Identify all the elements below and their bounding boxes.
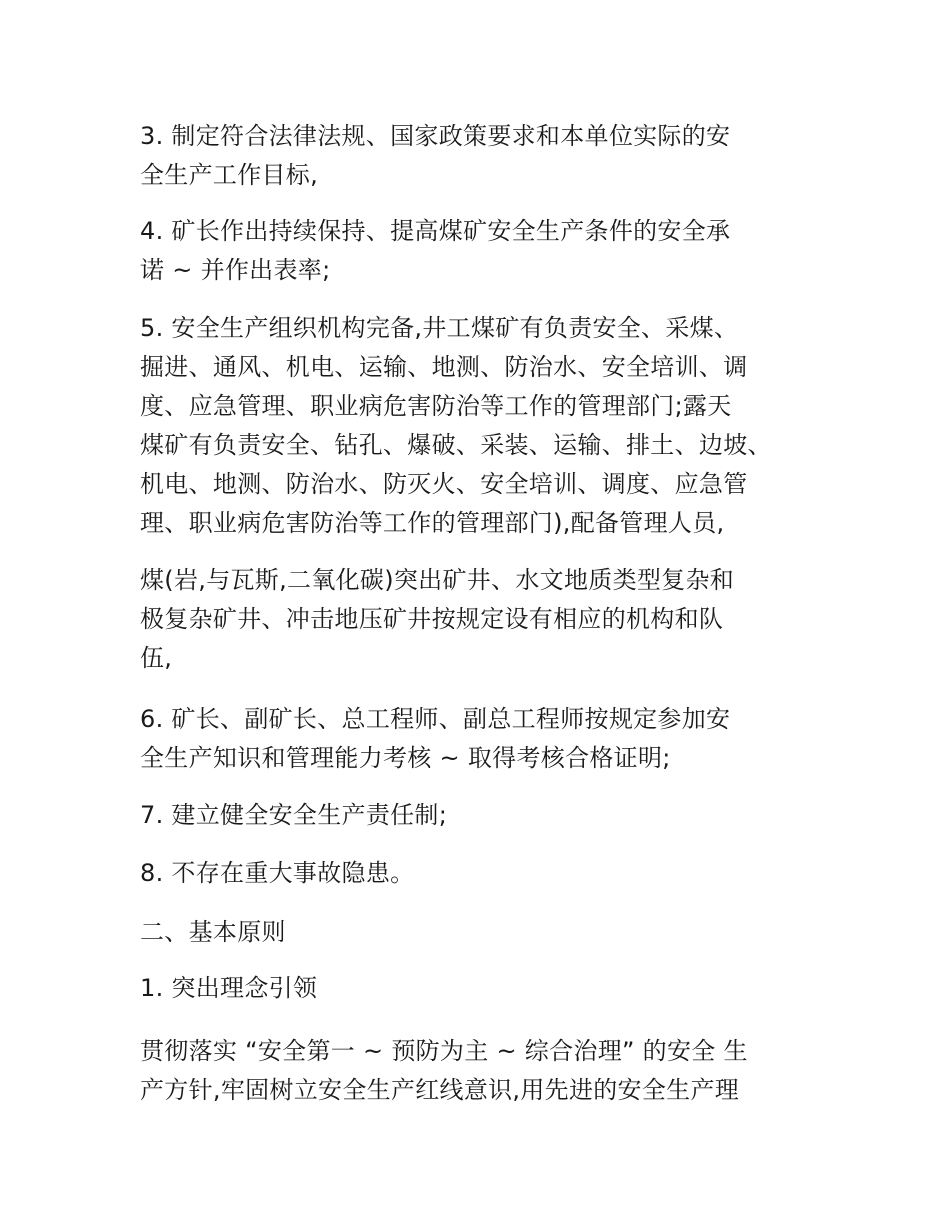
text-line: 贯彻落实 “安全第一 ~ 预防为主 ~ 综合治理” 的安全 生 — [140, 1037, 748, 1065]
text-line: 掘进、通风、机电、运输、地测、防治水、安全培训、调 — [140, 353, 748, 381]
text-line: 7. 建立健全安全生产责任制; — [140, 801, 448, 829]
subheading-concept-leading — [140, 969, 840, 1008]
paragraph-item-6 — [140, 700, 840, 778]
text-line: 二、基本原则 — [140, 918, 286, 946]
text-line: 煤矿有负责安全、钻孔、爆破、采装、运输、排土、边坡、 — [140, 431, 772, 459]
text-line: 机电、地测、防治水、防灭火、安全培训、调度、应急管 — [140, 470, 748, 498]
text-line: 4. 矿长作出持续保持、提高煤矿安全生产条件的安全承 — [140, 217, 731, 245]
paragraph-item-3 — [140, 117, 840, 195]
text-line: 诺 ~ 并作出表率; — [140, 256, 331, 284]
paragraph-item-8 — [140, 854, 840, 893]
text-line: 6. 矿长、副矿长、总工程师、副总工程师按规定参加安 — [140, 705, 731, 733]
text-line: 理、职业病危害防治等工作的管理部门),配备管理人员, — [140, 509, 725, 537]
section-heading-basic-principles — [140, 913, 840, 952]
text-line: 伍, — [140, 644, 173, 672]
text-line: 5. 安全生产组织机构完备,井工煤矿有负责安全、采煤、 — [140, 314, 739, 342]
paragraph-safety-policy — [140, 1032, 840, 1110]
text-line: 全生产工作目标, — [140, 161, 319, 189]
paragraph-item-4 — [140, 212, 840, 290]
text-line: 产方针,牢固树立安全生产红线意识,用先进的安全生产理 — [140, 1076, 740, 1104]
text-line: 3. 制定符合法律法规、国家政策要求和本单位实际的安 — [140, 122, 731, 150]
paragraph-item-5 — [140, 309, 840, 543]
paragraph-item-7 — [140, 796, 840, 835]
paragraph-outburst-mines — [140, 561, 840, 678]
text-line: 度、应急管理、职业病危害防治等工作的管理部门;露天 — [140, 392, 732, 420]
text-line: 8. 不存在重大事故隐患。 — [140, 859, 415, 887]
text-line: 极复杂矿井、冲击地压矿井按规定设有相应的机构和队 — [140, 605, 724, 633]
text-line: 煤(岩,与瓦斯,二氧化碳)突出矿井、水文地质类型复杂和 — [140, 566, 735, 594]
text-line: 全生产知识和管理能力考核 ~ 取得考核合格证明; — [140, 744, 671, 772]
text-line: 1. 突出理念引领 — [140, 974, 318, 1002]
